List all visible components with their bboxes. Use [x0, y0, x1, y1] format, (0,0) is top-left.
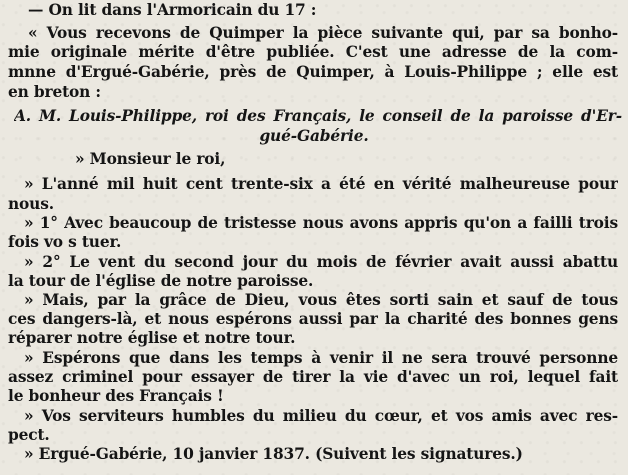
- paragraph-3-line-2: la tour de l'église de notre paroisse.: [8, 272, 314, 290]
- article-line-2: « Vous recevons de Quimper la pièce suivante qui, par sa bonho-: [28, 24, 618, 42]
- paragraph-2-line-2: fois vo s tuer.: [8, 233, 122, 251]
- paragraph-5-line-2: assez criminel pour essayer de tirer la vie d'avec un roi, lequel fait: [8, 368, 618, 386]
- article-line-5: en breton :: [8, 83, 101, 101]
- article-line-4: mnne d'Ergué-Gabérie, près de Quimper, à Louis-Philippe ; elle est: [8, 63, 618, 81]
- paragraph-4-line-3: réparer notre église et notre tour.: [8, 329, 296, 347]
- paragraph-5-line-1: » Espérons que dans les temps à venir il ne sera trouvé personne: [24, 349, 618, 367]
- paragraph-1-line-2: nous.: [8, 195, 54, 213]
- paragraph-2-line-1: » 1° Avec beaucoup de tristesse nous avons appris qu'on a failli trois: [24, 214, 618, 232]
- paragraph-4-line-2: ces dangers-là, et nous espérons aussi par la charité des bonnes gens: [8, 310, 618, 328]
- article-line-1: — On lit dans l'Armoricain du 17 :: [28, 1, 317, 19]
- paragraph-5-line-3: le bonheur des Français !: [8, 387, 224, 405]
- article-line-3: mie originale mérite d'être publiée. C'est une adresse de la com-: [8, 43, 618, 61]
- paragraph-4-line-1: » Mais, par la grâce de Dieu, vous êtes sorti sain et sauf de tous: [24, 291, 618, 309]
- salutation: » Monsieur le roi,: [75, 150, 226, 168]
- paragraph-6-line-2: pect.: [8, 426, 50, 444]
- signature-line: » Ergué-Gabérie, 10 janvier 1837. (Suivent les signatures.): [24, 445, 523, 463]
- paragraph-6-line-1: » Vos serviteurs humbles du milieu du cœur, et vos amis avec res-: [24, 407, 618, 425]
- address-heading-line-1: A. M. Louis-Philippe, roi des Français, le conseil de la paroisse d'Er-: [14, 107, 622, 125]
- address-heading-line-2: gué-Gabérie.: [259, 127, 369, 145]
- paragraph-1-line-1: » L'anné mil huit cent trente-six a été en vérité malheureuse pour: [24, 175, 618, 193]
- paragraph-3-line-1: » 2° Le vent du second jour du mois de février avait aussi abattu: [24, 253, 618, 271]
